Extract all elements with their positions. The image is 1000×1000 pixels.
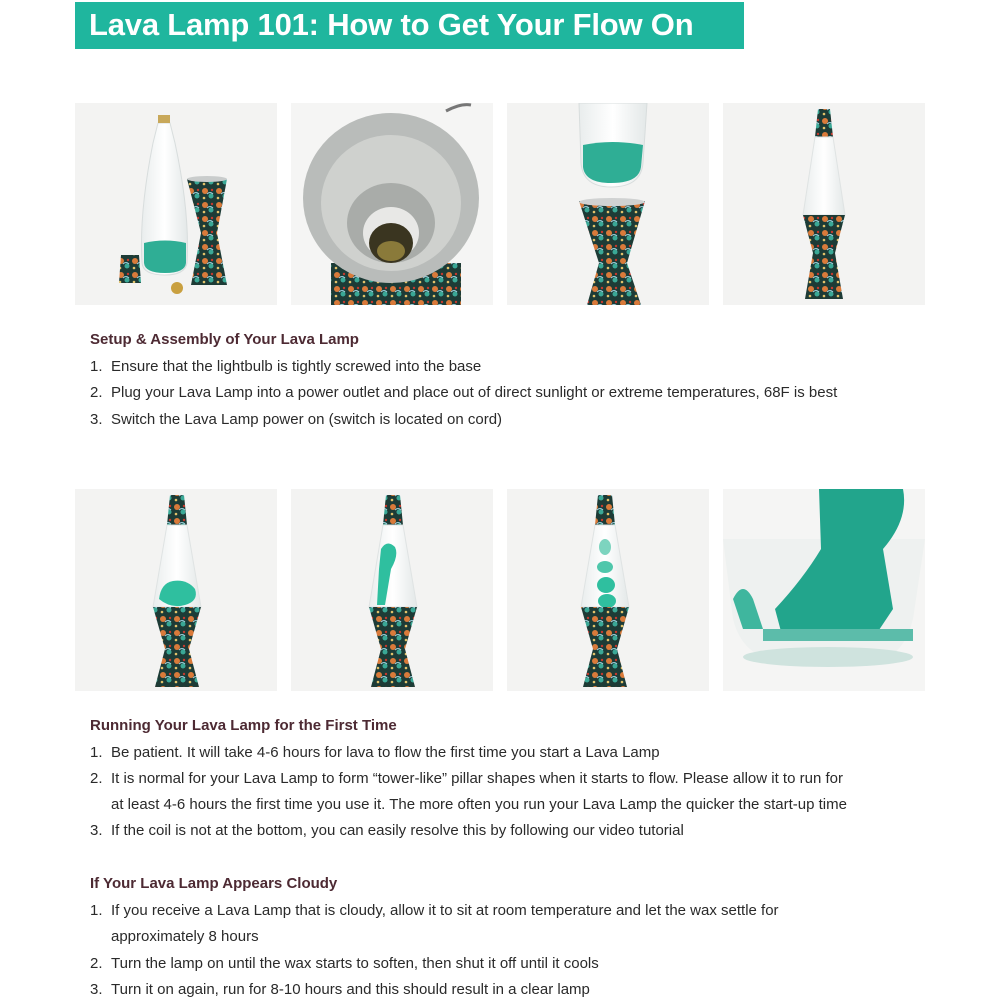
photo-globe-onto-base [507, 103, 709, 305]
photo-globe-closeup [723, 489, 925, 691]
cloudy-step-1: 1. If you receive a Lava Lamp that is cloudy, allow it to sit at room temperature and let the wax settle for [90, 902, 779, 919]
globe-closeup-illustration [723, 489, 925, 691]
wax-blobs-illustration [507, 489, 709, 691]
page-title: Lava Lamp 101: How to Get Your Flow On [89, 7, 694, 42]
photo-base-interior [291, 103, 493, 305]
photo-disassembled-lamp [75, 103, 277, 305]
globe-assembly-illustration [507, 103, 709, 305]
title-banner [75, 2, 744, 49]
cloudy-step-3: 3. Turn it on again, run for 8-10 hours and this should result in a clear lamp [90, 981, 590, 998]
photo-assembled-lamp [723, 103, 925, 305]
first-time-step-2: 2. It is normal for your Lava Lamp to form “tower-like” pillar shapes when it starts to flow. Please allow it to run for [90, 770, 843, 787]
section-title-first-time: Running Your Lava Lamp for the First Time [90, 717, 397, 734]
cloudy-step-1-continued: approximately 8 hours [111, 928, 259, 945]
photo-wax-blobs [507, 489, 709, 691]
photo-wax-pillar [291, 489, 493, 691]
photo-wax-rising [75, 489, 277, 691]
first-time-step-1: 1. Be patient. It will take 4-6 hours for lava to flow the first time you start a Lava Lamp [90, 744, 660, 761]
lamp-parts-illustration [75, 103, 277, 305]
section-title-setup: Setup & Assembly of Your Lava Lamp [90, 331, 359, 348]
wax-pillar-illustration [291, 489, 493, 691]
cloudy-step-2: 2. Turn the lamp on until the wax starts to soften, then shut it off until it cools [90, 955, 599, 972]
first-time-step-3: 3. If the coil is not at the bottom, you can easily resolve this by following our video tutorial [90, 822, 684, 839]
setup-step-1: 1. Ensure that the lightbulb is tightly screwed into the base [90, 358, 482, 375]
base-interior-illustration [291, 103, 493, 305]
setup-step-3: 3. Switch the Lava Lamp power on (switch is located on cord) [90, 411, 503, 428]
wax-rising-illustration [75, 489, 277, 691]
section-title-cloudy: If Your Lava Lamp Appears Cloudy [90, 875, 338, 892]
assembled-lamp-illustration [723, 103, 925, 305]
setup-step-2: 2. Plug your Lava Lamp into a power outlet and place out of direct sunlight or extreme temperatures, 68F is best [90, 384, 838, 401]
first-time-step-2-continued: at least 4-6 hours the first time you use it. The more often you run your Lava Lamp the quicker the start-up time [111, 796, 847, 813]
